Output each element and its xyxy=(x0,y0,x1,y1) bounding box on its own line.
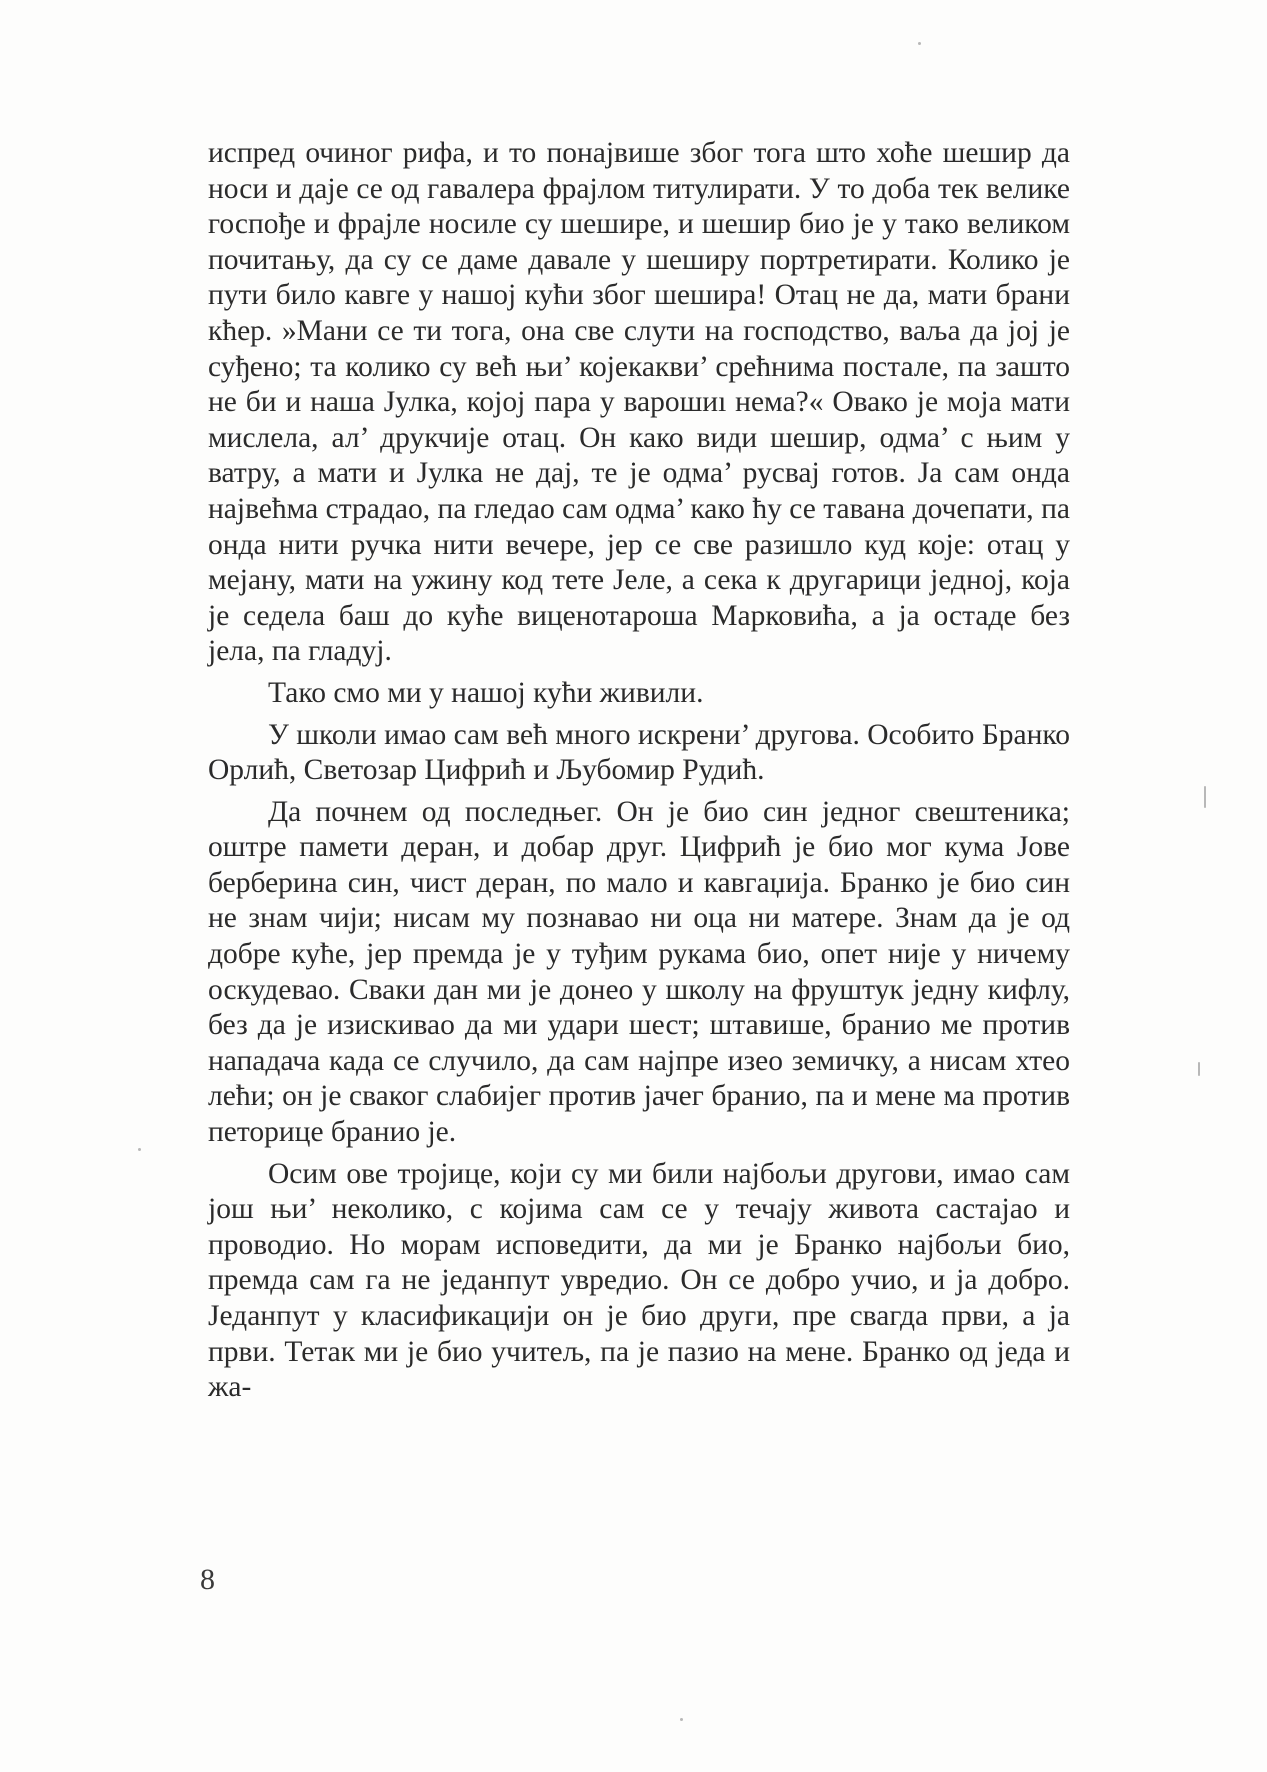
paragraph-1: испред очиног рифа, и то понајвише због тога што хоће шешир да носи и даје се од гавалера фрајлом титулирати. У то доба тек велике госпође и фрајле носиле су шешире, и шешир био је у тако великом почитању, да су се даме давале у шеширу портретирати. Колико је пути било кавге у нашој кући због шешира! Отац не да, мати брани кћер. »Мани се ти тога, она све слути на господство, ваља да јој је суђено; та колико су већ њи’ којекакви’ срећнима постале, па зашто не би и наша Јулка, којој пара у варошиı нема?« Овако је моја мати мислела, ал’ друкчије отац. Он како види шешир, одма’ с њим у ватру, а мати и Јулка не дај, те је одма’ русвај готов. Ја сам онда највећма страдао, па гледао сам одма’ како ћу се тавана дочепати, па онда нити ручка нити вечере, јер се све разишло куд које: отац у мејану, мати на ужину код тете Јеле, а сека к другарици једној, која је седела баш до куће виценотароша Марковића, а ја остаде без јела, па гладуј. xyxy=(208,137,1070,668)
body-text xyxy=(208,136,1070,1406)
paragraph-4: Да почнем од последњег. Он је био син једног свештеника; оштре памети деран, и добар друг. Цифрић је био мог кума Јове берберина син, чист деран, по мало и кавгаџија. Бранко је био син не знам чији; нисам му познавао ни оца ни матере. Знам да је од добре куће, јер премда је у туђим рукама био, опет није у ничему оскудевао. Сваки дан ми је донео у школу на фруштук једну кифлу, без да је изискивао да ми удари шест; штавише, бранио ме против нападача када се случило, да сам најпре изео земичку, а нисам хтео лећи; он је сваког слабијег против јачег бранио, па и мене ма против петорице бранио је. xyxy=(208,795,1070,1149)
scan-speck xyxy=(680,1718,683,1721)
scan-speck xyxy=(1204,786,1206,808)
page-number: 8 xyxy=(200,1563,215,1596)
scan-speck xyxy=(138,1148,141,1151)
paragraph-2: Тако смо ми у нашој кући живили. xyxy=(268,676,704,709)
scan-speck xyxy=(1198,1062,1200,1076)
paragraph-3: У школи имао сам већ много искрени’ другова. Особито Бранко Орлић, Светозар Цифрић и Љубомир Рудић. xyxy=(208,718,1070,787)
paragraph-5: Осим ове тројице, који су ми били најбољи другови, имао сам још њи’ неколико, с којима сам се у течају живота састајао и проводио. Но морам исповедити, да ми је Бранко најбољи био, премда сам га не једанпут увредио. Он се добро учио, и ја добро. Једанпут у класификацији он је био други, пре свагда први, а ја први. Тетак ми је био учитељ, па је пазио на мене. Бранко од једа и жа- xyxy=(208,1157,1070,1404)
scan-speck xyxy=(918,42,921,45)
